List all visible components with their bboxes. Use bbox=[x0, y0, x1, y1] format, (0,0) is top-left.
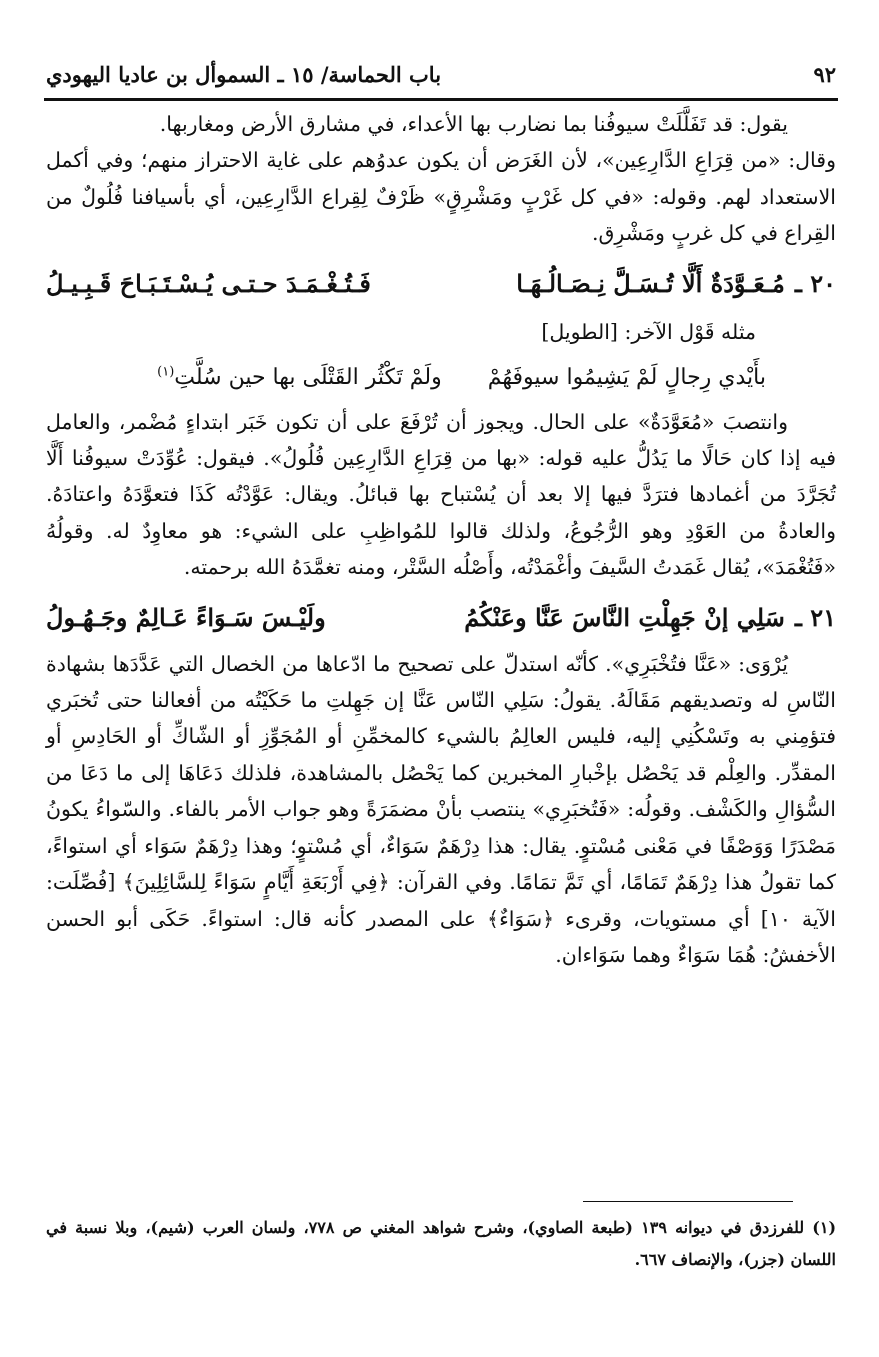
verse-second-hemistich: ولَيْـسَ سَـوَاءً عَـالِمٌ وجَـهُـولُ bbox=[46, 602, 326, 632]
quote-first-hemistich: بأَيْدي رِجالٍ لَمْ يَشِيمُوا سيوفَهُمْ bbox=[487, 364, 766, 390]
verse-21 bbox=[46, 594, 836, 642]
paragraph-2: وقال: «من قِرَاعِ الدَّارِعِين»، لأن الغَرَض أن يكون عدوُهم على غاية الاحتراز منهم؛ وفي أكمل الاستعداد لهم. وقوله: «في كل غَرْبٍ ومَشْرِقٍ» ظَرْفٌ لِقِراع الدَّارِعِين، أي بأسيافنا فُلُولٌ من القِراع في كل غربٍ ومَشْرِق. bbox=[46, 148, 836, 246]
footnote-rule bbox=[583, 1201, 793, 1202]
footnote-ref[interactable]: (١) bbox=[157, 364, 175, 380]
meter-line: مثله قَوْل الآخر: [الطويل] bbox=[541, 319, 756, 344]
page-number: ٩٢ bbox=[813, 61, 836, 87]
verse-20 bbox=[46, 260, 836, 308]
paragraph-3: وانتصبَ «مُعَوَّدَةٌ» على الحال. ويجوز أن تُرْفَعَ على أن تكون خَبَر ابتداءٍ مُضْمر، والعامل فيه إذا كان حَالًا ما يَدُلُّ عليه قوله: «بها من قِرَاعِ الدَّارِعِين فُلُولُ». فيقول: عُوِّدَتْ سيوفُنا أَلَّا تُجَرَّدَ من أغمادها فترَدَّ فيها إلا بعد أن يُسْتباح بها قبائلُ. ويقال: عَوَّدْتُه كَذَا فتعوَّدَهُ واعتادَهُ. والعادةُ من العَوْدِ وهو الرُّجُوعُ، ولذلك قالوا للمُواظِبِ على الشيء: هو معاوِدٌ له. وقولُهُ «فَتُغْمَدَ»، يُقال غَمَدتُ السَّيفَ وأغْمَدْتُه، وأَصْلُه السَّتْر، ومنه تغمَّدَهُ الله برحمته. bbox=[46, 409, 836, 580]
paragraph-4: يُرْوَى: «عَنَّا فتُخْبَرِي». كأنّه استدلّ على تصحيح ما ادّعاها من الخصال التي عَدَّدَها بشهادة النّاسِ له وتصديقهم مَقَالَهُ. يقولُ: سَلِي النّاس عَنَّا إن جَهِلتِ ما حَكَيْتُه من أفعالنا حتى تُخبَري فتؤمِني به وتَسْكُنِي إليه، فليس العالِمُ بالشيء كالمخمِّنِ أو المُجَوِّزِ أو الشّاكِّ أو الحَادِسِ أو المقدِّر. والعِلْم قد يَحْصُل بإخْبارِ المخبرين كما يَحْصُل بالمشاهدة، فلذلك دَعَاهَا إلى ما دَعَا من السُّؤالِ والكَشْف. وقولُه: «فَتُخبَرِي» ينتصب بأنْ مضمَرَةً وهو جواب الأمر بالفاء. والسّواءُ يكونُ مَصْدَرًا وَوَصْفًا في مَعْنى مُسْتوٍ. يقال: هذا دِرْهَمٌ سَوَاءٌ، أي مُسْتوٍ؛ وهذا دِرْهَمٌ سَوَاء أي استواءً، كما تقولُ هذا دِرْهَمٌ تَمَامًا، أي تَمَّ تمَامًا. وفي القرآن: ﴿فِي أَرْبَعَةِ أَيَّامٍ سَوَاءً لِلسَّائِلِينَ﴾ [فُصِّلَت: الآية ١٠] أي مستويات، وقرىء ﴿سَوَاءٌ﴾ على المصدر كأنه قال: استواءً. حَكَى أبو الحسن الأخفشُ: هُمَا سَوَاءٌ وهما سَوَاءان. bbox=[46, 651, 836, 967]
verse-first-hemistich: سَلِي إنْ جَهِلْتِ النَّاسَ عَنَّا وعَنْكُمُ bbox=[464, 602, 785, 632]
verse-first-hemistich: مُـعَـوَّدَةٌ أَلَّا تُـسَـلَّ نِـصَـالُـهَـا bbox=[516, 268, 785, 298]
main-text bbox=[46, 106, 836, 973]
verse-second-hemistich: فَـتُـغْـمَـدَ حـتـى يُـسْـتَـبَـاحَ قَـبِـيـلُ bbox=[46, 268, 371, 298]
footnotes bbox=[46, 1212, 836, 1276]
quote-second-hemistich bbox=[157, 356, 442, 400]
verse-number: ٢٠ ـ bbox=[794, 268, 836, 298]
footnote-1: (١) للفرزدق في ديوانه ١٣٩ (طبعة الصاوي)، وشرح شواهد المغني ص ٧٧٨، ولسان العرب (شيم)، وبلا نسبة في اللسان (جزر)، والإنصاف ٦٦٧. bbox=[46, 1218, 837, 1269]
verse-number: ٢١ ـ bbox=[794, 602, 836, 632]
running-title: باب الحماسة/ ١٥ ـ السموأل بن عاديا اليهودي bbox=[46, 61, 442, 87]
header-rule bbox=[44, 98, 838, 101]
quote-second-hemistich-text: ولَمْ تَكْثُر القَتْلَى بها حين سُلَّتِ bbox=[174, 364, 442, 390]
paragraph-1: يقول: قد تَفَلَّلَتْ سيوفُنا بما نضارب بها الأعداء، في مشارق الأرض ومغاربها. bbox=[159, 112, 788, 136]
quoted-verse bbox=[46, 356, 836, 400]
running-header bbox=[46, 56, 836, 92]
